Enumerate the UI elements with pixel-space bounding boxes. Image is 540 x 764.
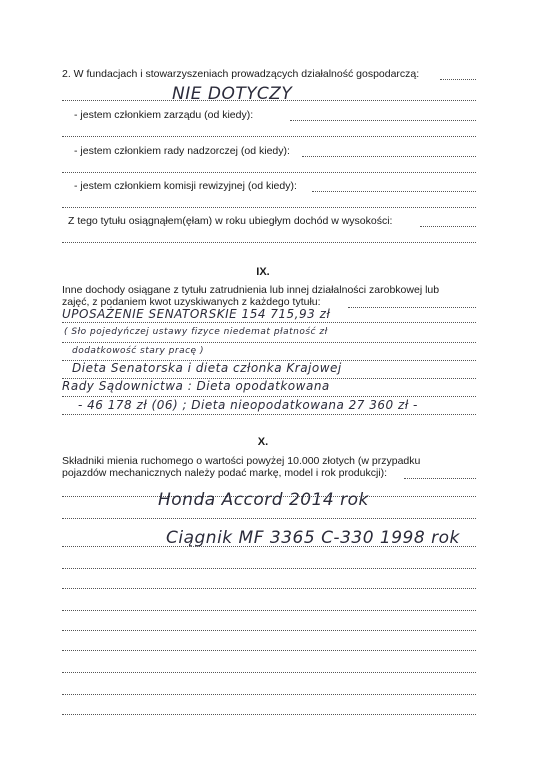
section-ix-hw-line2: ( Sło pojedyńczej ustawy fizyce niedemat płatność zł	[64, 327, 328, 337]
section-x-line11	[62, 714, 476, 715]
section-ix-hw-line6: - 46 178 zł (06) ; Dieta nieopodatkowana 27 360 zł -	[78, 398, 418, 412]
income-dots	[420, 226, 476, 227]
board-member-label: - jestem członkiem zarządu (od kiedy):	[74, 109, 254, 121]
section-ix-answer-line2	[62, 342, 476, 343]
section-ix-answer-line6	[62, 414, 476, 415]
section-x-line9	[62, 672, 476, 673]
section-ix-hw-line1: UPOSAŻENIE SENATORSKIE 154 715,93 zł	[62, 307, 331, 321]
section-x-line4	[62, 568, 476, 569]
section-x-line10	[62, 694, 476, 695]
q2-answer-line	[62, 100, 476, 101]
section-x-line3	[62, 546, 476, 547]
section-ix-hw-line4: Dieta Senatorska i dieta członka Krajowej	[72, 361, 342, 375]
section-x-heading: X.	[257, 436, 269, 448]
section-x-line7	[62, 630, 476, 631]
income-label: Z tego tytułu osiągnąłem(ęłam) w roku ubiegłym dochód w wysokości:	[68, 215, 393, 227]
section-x-line5	[62, 588, 476, 589]
q2-label: 2. W fundacjach i stowarzyszeniach prowadzących działalność gospodarczą:	[62, 68, 420, 80]
section-ix-desc-line2: zajęć, z podaniem kwot uzyskiwanych z każdego tytułu:	[62, 296, 321, 308]
audit-committee-line	[62, 207, 476, 208]
section-x-line6	[62, 610, 476, 611]
supervisory-board-line	[62, 172, 476, 173]
section-x-desc-line1: Składniki mienia ruchomego o wartości powyżej 10.000 złotych (w przypadku	[62, 455, 421, 467]
section-ix-answer-line1	[62, 322, 476, 323]
board-member-dots	[290, 120, 476, 121]
income-line	[62, 242, 476, 243]
section-ix-answer-line5	[62, 396, 476, 397]
section-ix-heading: IX.	[256, 266, 270, 278]
section-ix-hw-line5: Rady Sądownictwa : Dieta opodatkowana	[62, 379, 330, 393]
section-x-desc-dots	[404, 478, 476, 479]
section-x-line8	[62, 650, 476, 651]
board-member-line	[62, 136, 476, 137]
supervisory-board-label: - jestem członkiem rady nadzorczej (od kiedy):	[74, 145, 290, 157]
section-x-hw-line1: Honda Accord 2014 rok	[158, 490, 369, 510]
audit-committee-label: - jestem członkiem komisji rewizyjnej (od kiedy):	[74, 180, 297, 192]
section-ix-hw-line3: dodatkowość stary pracę )	[72, 346, 204, 356]
q2-handwritten-answer: NIE DOTYCZY	[172, 84, 293, 104]
q2-dots	[440, 79, 476, 80]
section-x-desc-line2: pojazdów mechanicznych należy podać markę, model i rok produkcji):	[62, 467, 388, 479]
section-ix-desc-line1: Inne dochody osiągane z tytułu zatrudnienia lub innej działalności zarobkowej lub	[62, 284, 440, 296]
audit-committee-dots	[312, 191, 476, 192]
supervisory-board-dots	[302, 156, 476, 157]
section-ix-desc-dots	[348, 307, 476, 308]
section-x-hw-line2: Ciągnik MF 3365 C-330 1998 rok	[166, 528, 460, 548]
section-x-line2	[62, 518, 476, 519]
